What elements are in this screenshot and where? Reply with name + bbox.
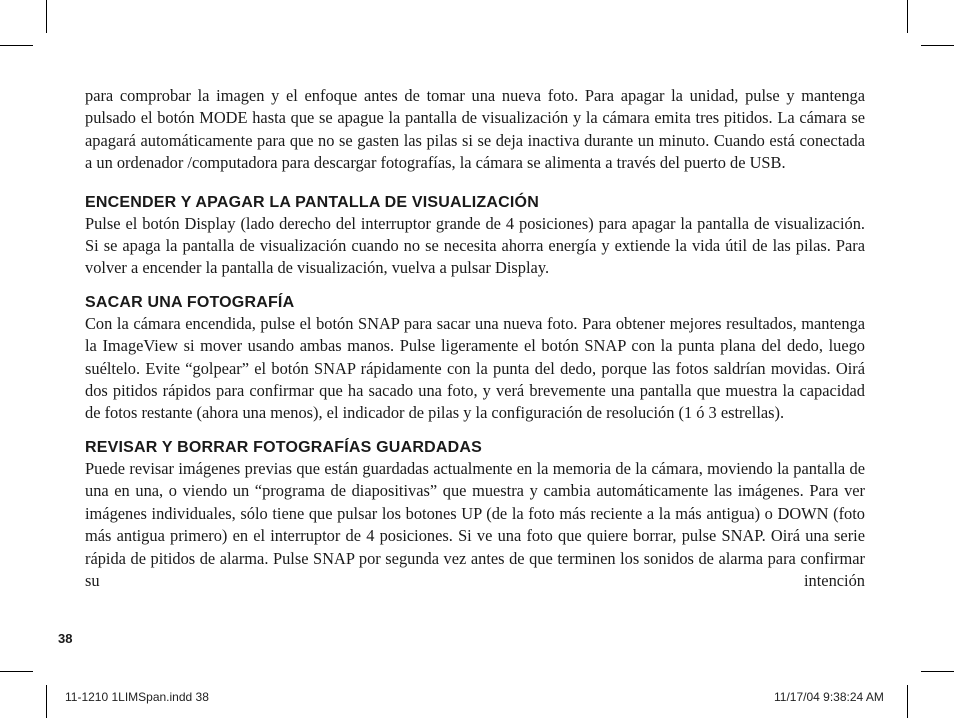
crop-mark-bottom-right-h — [921, 671, 954, 672]
crop-mark-top-left-v — [46, 0, 47, 33]
section-heading-review-delete: REVISAR Y BORRAR FOTOGRAFÍAS GUARDADAS — [85, 438, 482, 456]
crop-mark-top-left-h — [0, 45, 33, 46]
section-body-take-photo: Con la cámara encendida, pulse el botón SNAP para sacar una nueva foto. Para obtener mejores resultados, mantenga la ImageView si mover usando ambas manos. Pulse ligeramente el botón SNAP con la punta plana del dedo, luego suéltelo. Evite “golpear” el botón SNAP rápidamente con la punta del dedo, porque las fotos saldrían movidas. Oirá dos pitidos rápidos para confirmar que ha sacado una foto, y verá brevemente una pantalla que muestra la capacidad de fotos restante (ahora una menos), el indicador de pilas y la configuración de resolución (1 ó 3 estrellas). — [85, 313, 865, 423]
crop-mark-bottom-left-v — [46, 685, 47, 718]
crop-mark-top-right-v — [907, 0, 908, 33]
section-body-display: Pulse el botón Display (lado derecho del interruptor grande de 4 posiciones) para apagar la pantalla de visualización. Si se apaga la pantalla de visualización cuando no se necesita ahorra energía y extiende la vida útil de las pilas. Para volver a encender la pantalla de visualización, vuelva a pulsar Display. — [85, 213, 865, 278]
page-number: 38 — [58, 631, 73, 646]
section-body-review-delete: Puede revisar imágenes previas que están guardadas actualmente en la memoria de la cámara, moviendo la pantalla de una en una, o viendo un “programa de diapositivas” que muestra y cambia automáticamente las imágenes. Para ver imágenes individuales, sólo tiene que pulsar los botones UP (de la foto más reciente a la más antigua) o DOWN (foto más antigua primero) en el interruptor de 4 posiciones. Si ve una foto que quiere borrar, pulse SNAP. Oirá una serie rápida de pitidos de alarma. Pulse SNAP por segunda vez antes de que terminen los sonidos de alarma para confirmar su intención — [85, 458, 865, 590]
slug-filename: 11-1210 1LIMSpan.indd 38 — [65, 690, 209, 704]
crop-mark-bottom-left-h — [0, 671, 33, 672]
slug-timestamp: 11/17/04 9:38:24 AM — [774, 690, 884, 704]
intro-paragraph: para comprobar la imagen y el enfoque antes de tomar una nueva foto. Para apagar la unidad, pulse y mantenga pulsado el botón MODE hasta que se apague la pantalla de visualización y la cámara emita tres pitidos. La cámara se apagará automáticamente para que no se gasten las pilas si se deja inactiva durante un minuto. Cuando está conectada a un ordenador /computadora para descargar fotografías, la cámara se alimenta a través del puerto de USB. — [85, 86, 865, 173]
crop-mark-bottom-right-v — [907, 685, 908, 718]
page-body — [85, 85, 865, 592]
section-heading-display: ENCENDER Y APAGAR LA PANTALLA DE VISUALIZACIÓN — [85, 193, 539, 211]
section-heading-take-photo: SACAR UNA FOTOGRAFÍA — [85, 293, 295, 311]
crop-mark-top-right-h — [921, 45, 954, 46]
